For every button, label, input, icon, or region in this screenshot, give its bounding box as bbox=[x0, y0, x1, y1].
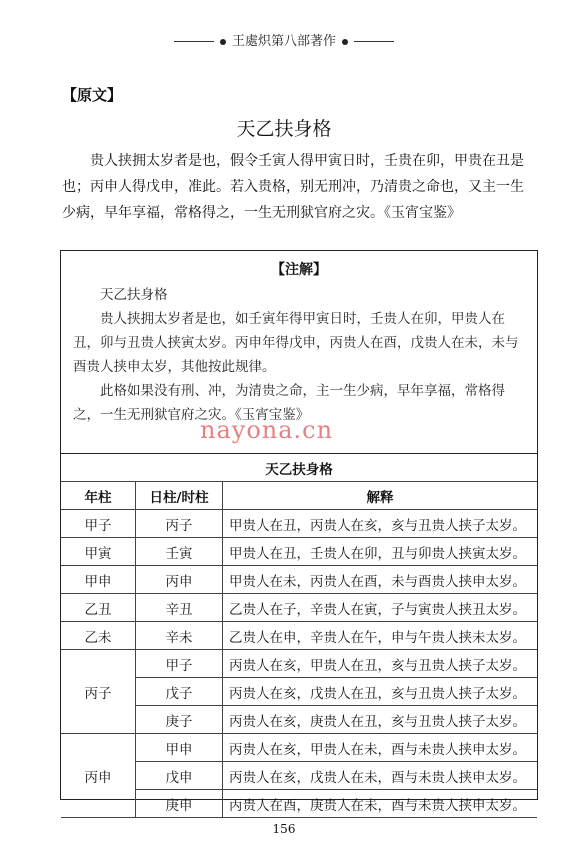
day-cell: 辛丑 bbox=[136, 594, 223, 622]
col-header-day: 日柱/时柱 bbox=[136, 482, 223, 510]
year-cell: 丙申 bbox=[61, 734, 136, 818]
explain-cell: 丙贵人在亥，甲贵人在丑，亥与丑贵人挟子太岁。 bbox=[223, 650, 538, 678]
annotation-box bbox=[60, 250, 538, 814]
notes-paragraph: 贵人挟拥太岁者是也，如壬寅年得甲寅日时，壬贵人在卯，甲贵人在丑，卯与丑贵人挟寅太岁。丙申年得戊申，丙贵人在酉，戊贵人在未，未与酉贵人挟申太岁，其他按此规律。 bbox=[73, 311, 519, 375]
table-header-row bbox=[61, 482, 537, 510]
day-cell: 丙申 bbox=[136, 566, 223, 594]
bullet-icon bbox=[220, 39, 226, 45]
day-cell: 戊子 bbox=[136, 678, 223, 706]
table-row bbox=[61, 510, 537, 538]
day-cell: 戊申 bbox=[136, 762, 223, 790]
explain-cell: 乙贵人在申，辛贵人在午，申与午贵人挟未太岁。 bbox=[223, 622, 538, 650]
day-cell: 辛未 bbox=[136, 622, 223, 650]
day-cell: 甲子 bbox=[136, 650, 223, 678]
bullet-icon bbox=[342, 39, 348, 45]
watermark: nayona.cn bbox=[200, 416, 334, 444]
explain-cell: 甲贵人在未，丙贵人在酉，未与酉贵人挟申太岁。 bbox=[223, 566, 538, 594]
table-row bbox=[61, 734, 537, 762]
year-cell: 甲子 bbox=[61, 510, 136, 538]
table-row bbox=[61, 594, 537, 622]
running-header bbox=[0, 30, 568, 49]
day-cell: 壬寅 bbox=[136, 538, 223, 566]
header-rule-left bbox=[174, 41, 214, 42]
header-rule-right bbox=[354, 41, 394, 42]
table-row bbox=[61, 622, 537, 650]
year-cell: 丙子 bbox=[61, 650, 136, 734]
page-number: 156 bbox=[272, 822, 296, 836]
year-cell: 乙丑 bbox=[61, 594, 136, 622]
notes-heading: 【注解】 bbox=[271, 262, 327, 278]
col-header-year: 年柱 bbox=[61, 482, 136, 510]
day-cell: 丙子 bbox=[136, 510, 223, 538]
page-title: 天乙扶身格 bbox=[236, 118, 332, 140]
original-paragraph: 贵人挟拥太岁者是也，假令壬寅人得甲寅日时，壬贵在卯，甲贵在丑是也；丙申人得戊申，准此。若入贵格，别无刑冲，乃清贵之命也，又主一生少病，早年享福，常格得之，一生无刑狱官府之灾。《玉宵宝鉴》 bbox=[62, 153, 524, 221]
table-caption: 天乙扶身格 bbox=[61, 454, 537, 482]
year-cell: 甲寅 bbox=[61, 538, 136, 566]
explain-cell: 丙贵人在亥，庚贵人在丑，亥与丑贵人挟子太岁。 bbox=[223, 706, 538, 734]
notes-body bbox=[73, 283, 527, 427]
explain-cell: 丙贵人在亥，戊贵人在丑，亥与丑贵人挟子太岁。 bbox=[223, 678, 538, 706]
header-text: 王處炽第八部著作 bbox=[231, 34, 336, 49]
table-caption-row bbox=[61, 454, 537, 482]
explain-cell: 乙贵人在子，辛贵人在寅，子与寅贵人挟丑太岁。 bbox=[223, 594, 538, 622]
notes-paragraph: 此格如果没有刑、冲，为清贵之命，主一生少病，早年享福，常格得之，一生无刑狱官府之灾。《玉宵宝鉴》 bbox=[73, 383, 505, 423]
original-text bbox=[62, 148, 532, 226]
table-row bbox=[61, 566, 537, 594]
table-row bbox=[61, 650, 537, 678]
year-cell: 甲申 bbox=[61, 566, 136, 594]
table-row bbox=[61, 538, 537, 566]
day-cell: 庚子 bbox=[136, 706, 223, 734]
pattern-table bbox=[61, 454, 537, 818]
day-cell: 甲申 bbox=[136, 734, 223, 762]
explain-cell: 丙贵人在亥，甲贵人在未，酉与未贵人挟申太岁。 bbox=[223, 734, 538, 762]
day-cell: 庚申 bbox=[136, 790, 223, 818]
col-header-explain: 解释 bbox=[223, 482, 538, 510]
explain-cell: 丙贵人在酉，庚贵人在未，酉与未贵人挟申太岁。 bbox=[223, 790, 538, 818]
notes-paragraph: 天乙扶身格 bbox=[100, 287, 168, 303]
explain-cell: 甲贵人在丑，壬贵人在卯，丑与卯贵人挟寅太岁。 bbox=[223, 538, 538, 566]
section-tag: 【原文】 bbox=[62, 86, 123, 104]
year-cell: 乙未 bbox=[61, 622, 136, 650]
explain-cell: 甲贵人在丑，丙贵人在亥，亥与丑贵人挟子太岁。 bbox=[223, 510, 538, 538]
explain-cell: 丙贵人在亥，戊贵人在未，酉与未贵人挟申太岁。 bbox=[223, 762, 538, 790]
